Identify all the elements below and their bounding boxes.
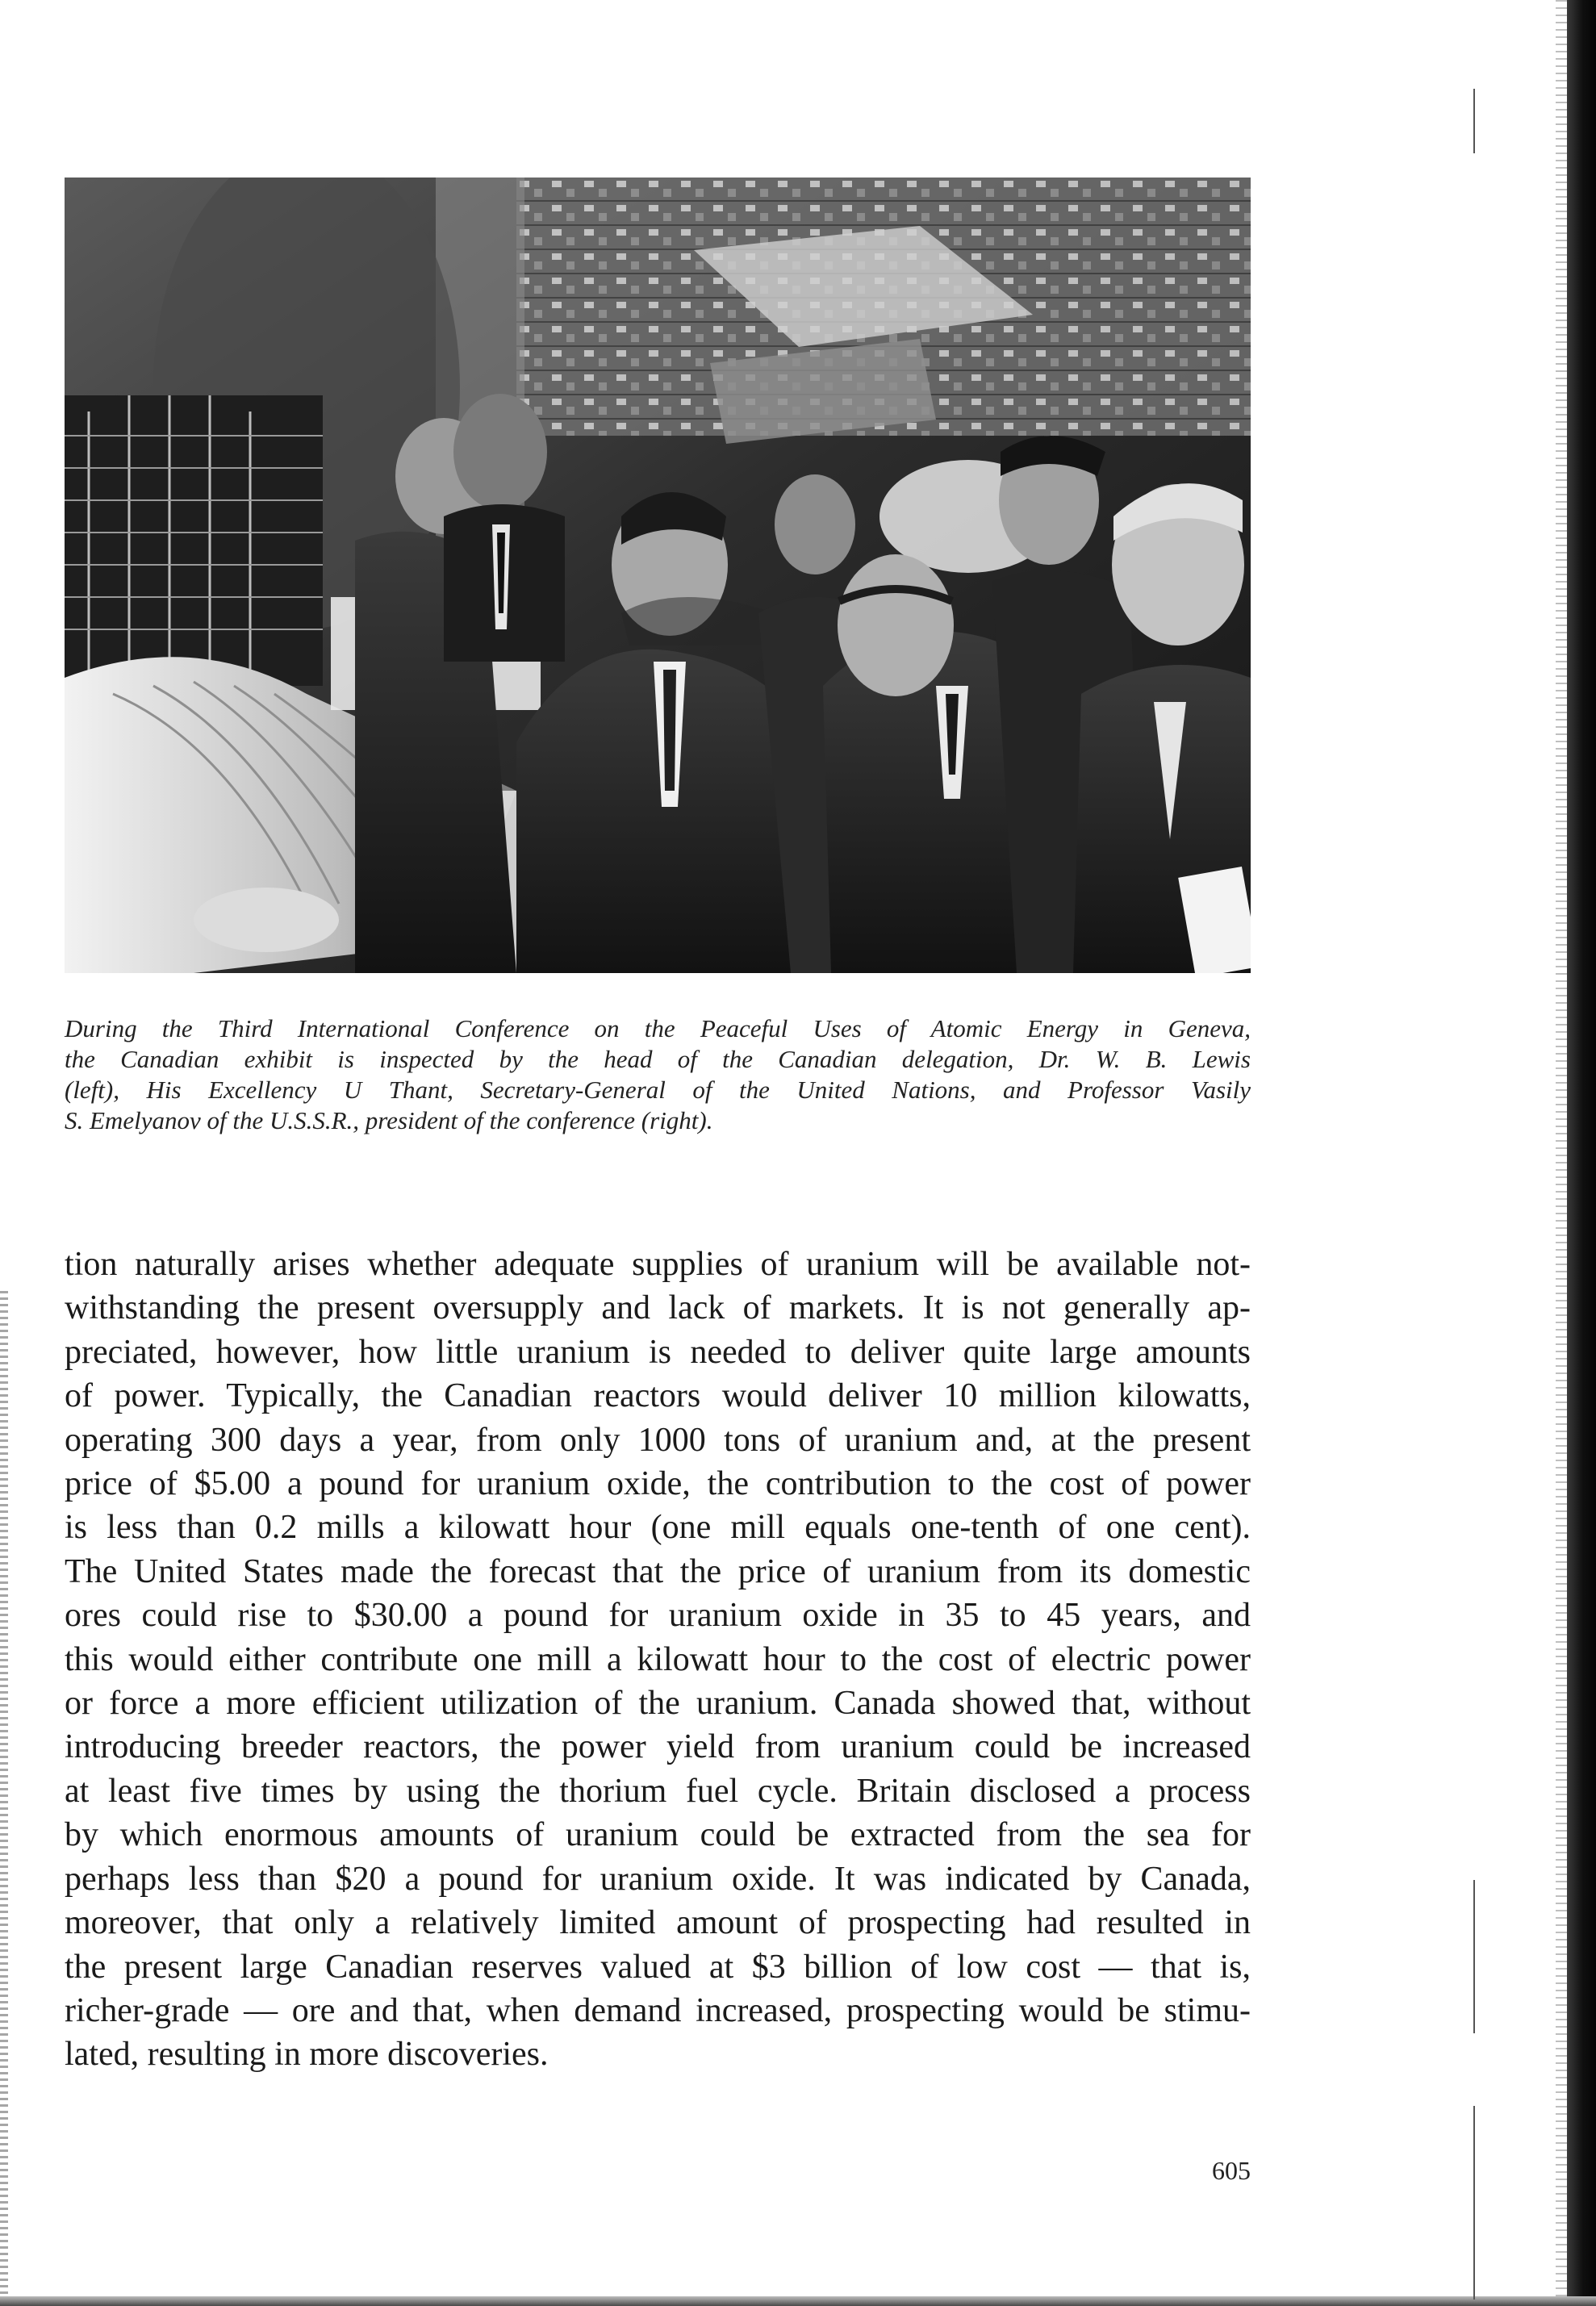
body-line: or force a more efficient utilization of the uranium. Canada showed that, without	[65, 1685, 1251, 1723]
body-line: ores could rise to $30.00 a pound for uranium oxide in 35 to 45 years, and	[65, 1597, 1251, 1635]
caption-line: the Canadian exhibit is inspected by the head of the Canadian delegation, Dr. W. B. Lewis	[65, 1045, 1251, 1073]
body-line: withstanding the present oversupply and lack of markets. It is not generally ap-	[65, 1289, 1251, 1327]
body-line: at least five times by using the thorium fuel cycle. Britain disclosed a process	[65, 1772, 1251, 1810]
caption-line: During the Third International Conference on the Peaceful Uses of Atomic Energy in Geneva,	[65, 1014, 1251, 1042]
body-line: price of $5.00 a pound for uranium oxide, the contribution to the cost of power	[65, 1465, 1251, 1503]
page-binding-edge	[0, 1291, 8, 2306]
body-line: by which enormous amounts of uranium could be extracted from the sea for	[65, 1816, 1251, 1854]
caption-line: S. Emelyanov of the U.S.S.R., president of the conference (right).	[65, 1106, 713, 1134]
margin-mark	[1473, 2106, 1475, 2300]
photo-caption	[65, 1013, 1251, 1136]
body-line: perhaps less than $20 a pound for uranium oxide. It was indicated by Canada,	[65, 1860, 1251, 1898]
body-line: tion naturally arises whether adequate supplies of uranium will be available not-	[65, 1246, 1251, 1283]
page-bottom-edge	[0, 2296, 1596, 2306]
body-line: is less than 0.2 mills a kilowatt hour (one mill equals one-tenth of one cent).	[65, 1509, 1251, 1547]
body-line: of power. Typically, the Canadian reactors would deliver 10 million kilowatts,	[65, 1377, 1251, 1415]
body-line: The United States made the forecast that the price of uranium from its domestic	[65, 1552, 1251, 1590]
body-line: moreover, that only a relatively limited amount of prospecting had resulted in	[65, 1904, 1251, 1942]
body-line: preciated, however, how little uranium is needed to deliver quite large amounts	[65, 1333, 1251, 1371]
caption-line: (left), His Excellency U Thant, Secretary-General of the United Nations, and Professor Vasily	[65, 1076, 1251, 1104]
body-line: richer-grade — ore and that, when demand increased, prospecting would be stimu-	[65, 1991, 1251, 2029]
page-number: 605	[1212, 2156, 1251, 2185]
body-line: operating 300 days a year, from only 1000 tons of uranium and, at the present	[65, 1421, 1251, 1459]
body-line: lated, resulting in more discoveries.	[65, 2036, 549, 2074]
conference-photograph	[65, 178, 1251, 973]
body-line: introducing breeder reactors, the power yield from uranium could be increased	[65, 1728, 1251, 1766]
margin-mark	[1473, 89, 1475, 153]
body-line: this would either contribute one mill a kilowatt hour to the cost of electric power	[65, 1640, 1251, 1678]
body-line: the present large Canadian reserves valued at $3 billion of low cost — that is,	[65, 1948, 1251, 1986]
page-edge-shadow	[1567, 0, 1596, 2306]
margin-mark	[1473, 1880, 1475, 2033]
photograph-icon	[65, 178, 1251, 973]
body-paragraph	[65, 1243, 1251, 2077]
